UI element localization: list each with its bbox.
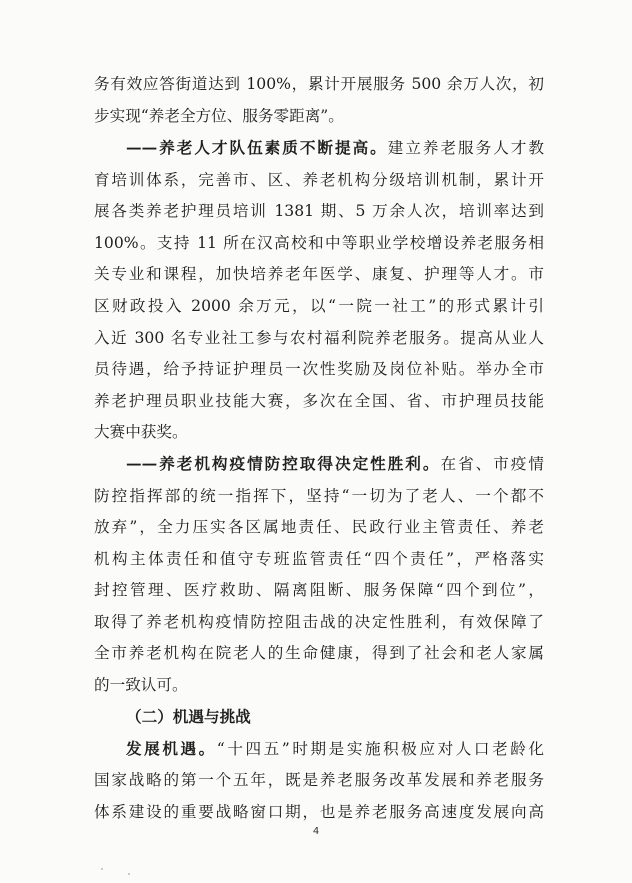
- p1-line-1: 务有效应答街道达到 100%，累计开展服务 500 余万人次，初: [94, 75, 544, 93]
- p2-line-1-rest: 建立养老服务人才教: [387, 139, 544, 157]
- p2-line-6: 区财政投入 2000 余万元，以“一院一社工”的形式累计引: [94, 297, 544, 315]
- p4-line-3: 体系建设的重要战略窗口期，也是养老服务高速度发展向高: [94, 803, 544, 821]
- p3-line-3: 放弃”，全力压实各区属地责任、民政行业主管责任、养老: [94, 518, 544, 536]
- p3-line-2: 防控指挥部的统一指挥下，坚持“一切为了老人、一个都不: [94, 487, 544, 505]
- p3-line-8: 的一致认可。: [94, 676, 188, 694]
- p4-line-1: [126, 737, 544, 761]
- p2-line-1: [126, 136, 544, 160]
- p2-line-8: 员待遇，给予持证护理员一次性奖励及岗位补贴。举办全市: [94, 360, 544, 378]
- scan-speck: [128, 873, 130, 875]
- p3-line-5: 封控管理、医疗救助、隔离阻断、服务保障“四个到位”，: [94, 581, 544, 599]
- p3-line-1: [126, 452, 544, 476]
- p2-line-9: 养老护理员职业技能大赛，多次在全国、省、市护理员技能: [94, 392, 544, 410]
- p3-line-1-rest: 在省、市疫情: [440, 455, 544, 473]
- page-number: 4: [312, 826, 320, 837]
- scan-speck: [101, 868, 103, 870]
- p1-line-2: 步实现“养老全方位、服务零距离”。: [94, 107, 344, 125]
- p3-line-4: 机构主体责任和值守专班监管责任“四个责任”，严格落实: [94, 550, 544, 568]
- p3-line-7: 全市养老机构在院老人的生命健康，得到了社会和老人家属: [94, 644, 544, 662]
- p2-line-7: 入近 300 名专业社工参与农村福利院养老服务。提高从业人: [94, 329, 544, 347]
- p4-line-1-rest: “十四五”时期是实施积极应对人口老龄化: [216, 740, 544, 758]
- p2-line-2: 育培训体系，完善市、区、养老机构分级培训机制，累计开: [94, 171, 544, 189]
- p2-line-4: 100%。支持 11 所在汉高校和中等职业学校增设养老服务相: [94, 234, 544, 252]
- p2-line-10: 大赛中获奖。: [94, 423, 188, 441]
- p3-title: ——养老机构疫情防控取得决定性胜利。: [126, 454, 441, 473]
- p4-title: 发展机遇。: [126, 739, 217, 758]
- p2-title: ——养老人才队伍素质不断提高。: [126, 138, 388, 157]
- p4-line-2: 国家战略的第一个五年，既是养老服务改革发展和养老服务: [94, 771, 544, 789]
- p3-line-6: 取得了养老机构疫情防控阻击战的决定性胜利，有效保障了: [94, 613, 544, 631]
- p2-line-3: 展各类养老护理员培训 1381 期、5 万余人次，培训率达到: [94, 202, 544, 220]
- section-heading: （二）机遇与挑战: [126, 707, 251, 726]
- p2-line-5: 关专业和课程，加快培养老年医学、康复、护理等人才。市: [94, 265, 544, 283]
